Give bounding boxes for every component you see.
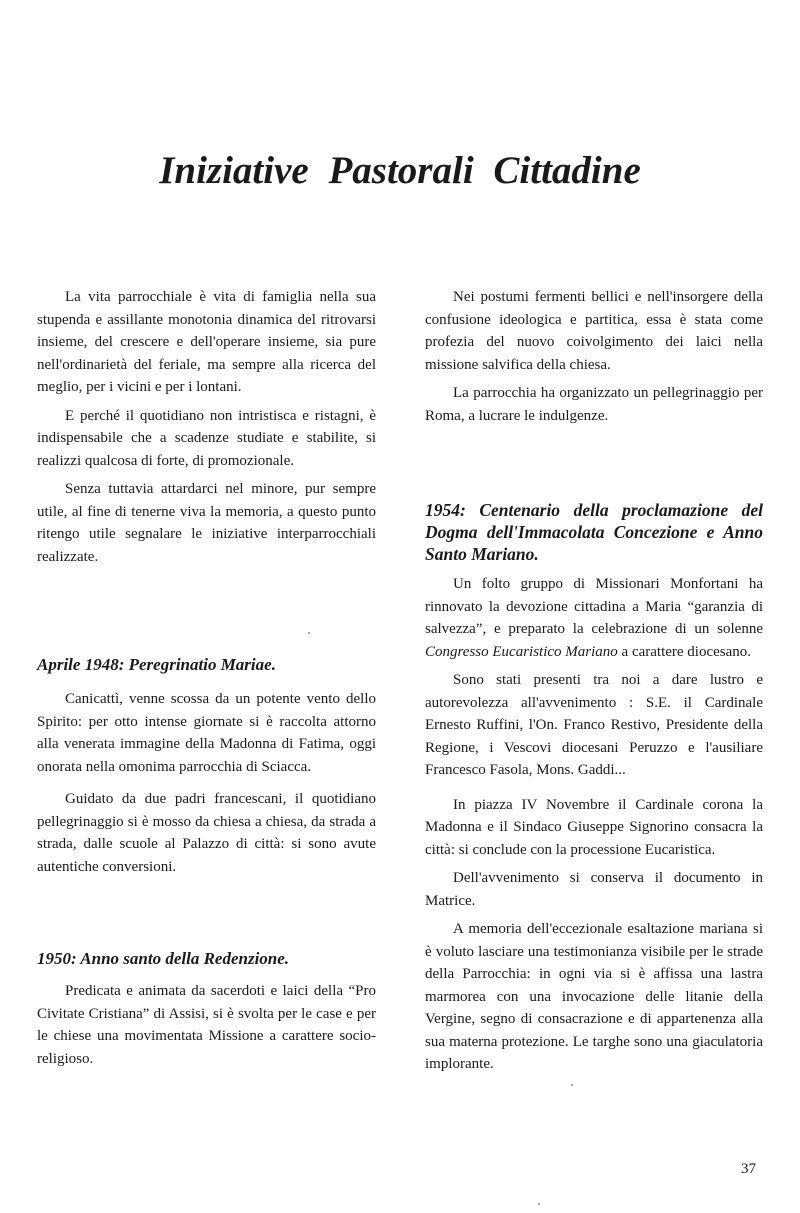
print-speck xyxy=(308,632,310,634)
paragraph-text: a carattere diocesano. xyxy=(617,643,752,660)
section-paragraph: Sono stati presenti tra noi a dare lustro e autorevolezza all'avvenimento : S.E. il Cardinale Ernesto Ruffini, l'On. Franco Restivo, Presidente della Regione, i Vescovi diocesani Peruzzo e l'ausiliare Francesco Fasola, Mons. Gaddi... xyxy=(425,672,763,778)
section-paragraph: Predicata e animata da sacerdoti e laici della “Pro Civitate Cristiana” di Assisi, si è svolta per le case e per le chiese una movimentata Missione a carattere socio-religioso. xyxy=(37,983,376,1067)
section-heading-1954: 1954: Centenario della proclamazione del Dogma dell'Immacolata Concezione e Anno Santo Mariano. xyxy=(425,500,763,564)
intro-paragraph: La vita parrocchiale è vita di famiglia nella sua stupenda e assillante monotonia dinamica del ritrovarsi insieme, del crescere e dell'operare insieme, sia pure nell'ordinarietà del feriale, ma sempre alla ricerca del meglio, per i vicini e per i lontani. xyxy=(37,289,376,395)
intro-paragraph: La parrocchia ha organizzato un pellegrinaggio per Roma, a lucrare le indulgenze. xyxy=(425,385,763,424)
page-title: Iniziative Pastorali Cittadine xyxy=(159,149,641,192)
page-number: 37 xyxy=(741,1161,756,1177)
section-paragraph: Dell'avvenimento si conserva il documento in Matrice. xyxy=(425,870,763,909)
intro-paragraph: Senza tuttavia attardarci nel minore, pur sempre utile, al fine di tenerne viva la memoria, a questo punto ritengo utile segnalare le iniziative interparrocchiali realizzate. xyxy=(37,481,376,565)
section-paragraph xyxy=(425,573,763,663)
section-paragraph: In piazza IV Novembre il Cardinale corona la Madonna e il Sindaco Giuseppe Signorino consacra la città: si conclude con la processione Eucaristica. xyxy=(425,796,763,858)
print-speck xyxy=(538,1203,540,1205)
section-paragraph: Canicattì, venne scossa da un potente vento dello Spirito: per otto intense giornate si è raccolta attorno alla venerata immagine della Madonna di Fatima, oggi onorata nella omonima parrocchia di Sciacca. xyxy=(37,691,376,775)
print-speck xyxy=(571,1084,573,1086)
section-heading-1950: 1950: Anno santo della Redenzione. xyxy=(37,949,290,968)
left-column xyxy=(37,286,376,1076)
intro-paragraph: Nei postumi fermenti bellici e nell'insorgere della confusione ideologica e partitica, essa è stata come profezia del nuovo coivolgimento dei laici nella missione salvifica della chiesa. xyxy=(425,289,763,373)
section-paragraph: A memoria dell'eccezionale esaltazione mariana si è voluto lasciare una testimonianza visibile per le strade della Parrocchia: in ogni via si è affissa una lastra marmorea con una invocazione delle litanie della Vergine, segno di consacrazione e di appartenenza alla sua materna protezione. Le targhe sono una giaculatoria implorante. xyxy=(425,921,763,1072)
intro-paragraph: E perché il quotidiano non intristisca e ristagni, è indispensabile che a scadenze studiate e stabilite, si realizzi qualcosa di forte, di promozionale. xyxy=(37,407,376,469)
right-column xyxy=(425,286,763,1082)
section-heading-1948: Aprile 1948: Peregrinatio Mariae. xyxy=(37,655,276,674)
congress-title: Congresso Eucaristico Mariano xyxy=(425,643,618,660)
section-paragraph: Guidato da due padri francescani, il quotidiano pellegrinaggio si è mosso da chiesa a chiesa, da strada a strada, dalle scuole al Palazzo di città: si sono avute autentiche conversioni. xyxy=(37,791,376,875)
paragraph-text: Un folto gruppo di Missionari Monfortani ha rinnovato la devozione cittadina a Maria “garanzia di salvezza”, e preparato la celebrazione di un solenne xyxy=(425,576,763,637)
